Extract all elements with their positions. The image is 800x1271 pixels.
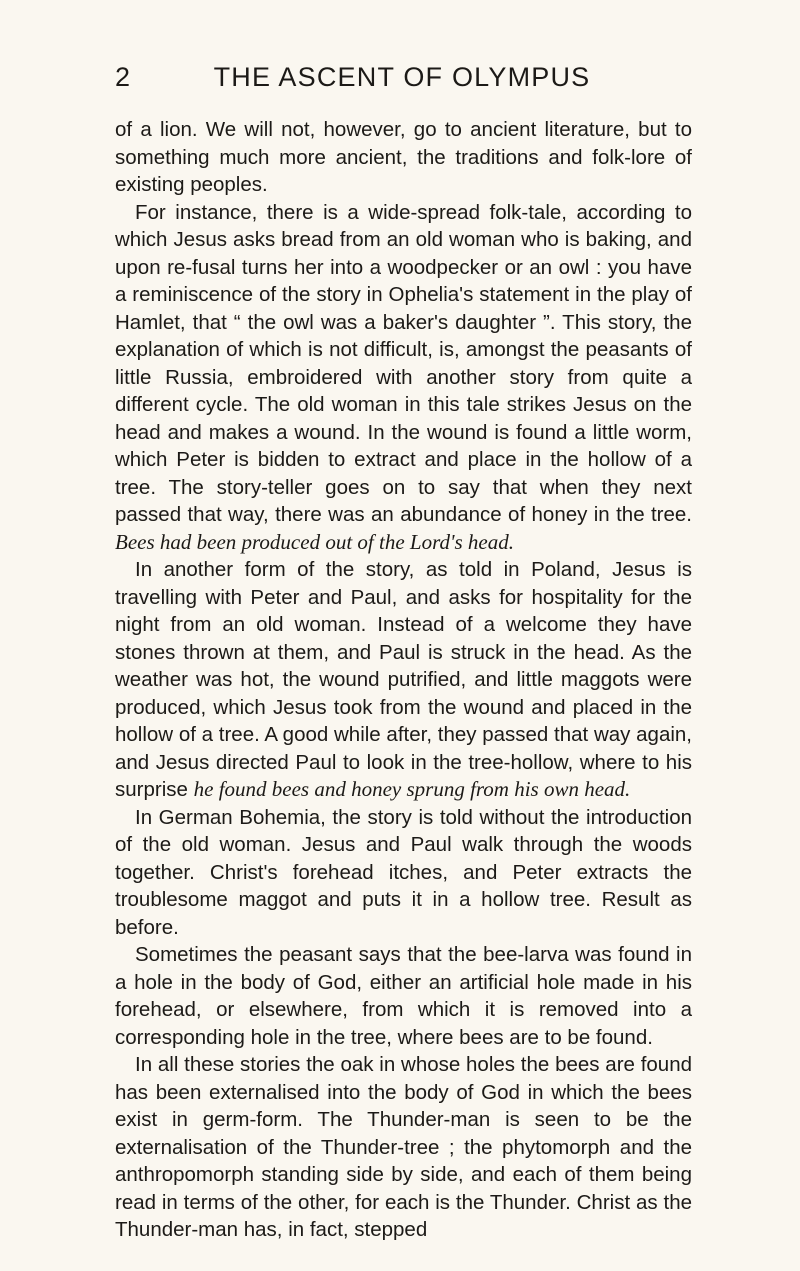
paragraph-1-text: of a lion. We will not, however, go to ancient literature, but to something much more ancient, the traditions and folk-lore of existing peoples. (115, 118, 692, 196)
paragraph-2 (115, 199, 692, 557)
paragraph-3 (115, 556, 692, 804)
page-number: 2 (115, 62, 131, 92)
paragraph-2-italic: Bees had been produced out of the Lord's head. (115, 529, 514, 554)
paragraph-4 (115, 804, 692, 942)
paragraph-5 (115, 941, 692, 1051)
paragraph-6 (115, 1051, 692, 1244)
paragraph-1 (115, 116, 692, 199)
paragraph-4-text: In German Bohemia, the story is told without the introduction of the old woman. Jesus and Paul walk through the woods together. Christ's forehead itches, and Peter extracts the troublesome maggot and puts it in a hollow tree. Result as before. (115, 805, 692, 939)
paragraph-6-text: In all these stories the oak in whose holes the bees are found has been externalised into the body of God in which the bees exist in germ-form. The Thunder-man is seen to be the externalisation of the Thunder-tree ; the phytomorph and the anthropomorph standing side by side, and each of them being read in terms of the other, for each is the Thunder. Christ as the Thunder-man has, in fact, stepped (115, 1053, 692, 1241)
running-head (115, 62, 689, 102)
paragraph-3-italic: he found bees and honey sprung from his own head. (193, 777, 631, 801)
paragraph-2-text: For instance, there is a wide-spread folk-tale, according to which Jesus asks bread from an old woman who is baking, and upon re-fusal turns her into a woodpecker or an owl : you have a reminiscence of the story in Ophelia's statement in the play of Hamlet, that “ the owl was a baker's daughter ”. This story, the explanation of which is not difficult, is, amongst the peasants of little Russia, embroidered with another story from quite a different cycle. The old woman in this tale strikes Jesus on the head and makes a wound. In the wound is found a little worm, which Peter is bidden to extract and place in the hollow of a tree. The story-teller goes on to say that when they next passed that way, there was an abundance of honey in the tree. (115, 200, 692, 526)
body-text (115, 116, 692, 1244)
paragraph-5-text: Sometimes the peasant says that the bee-larva was found in a hole in the body of God, either an artificial hole made in his forehead, or elsewhere, from which it is removed into a corresponding hole in the tree, where bees are to be found. (115, 943, 692, 1049)
paragraph-3-text: In another form of the story, as told in Poland, Jesus is travelling with Peter and Paul, and asks for hospitality for the night from an old woman. Instead of a welcome they have stones thrown at them, and Paul is struck in the head. As the weather was hot, the wound putrified, and little maggots were produced, which Jesus took from the wound and placed in the hollow of a tree. A good while after, they passed that way again, and Jesus directed Paul to look in the tree-hollow, where to his surprise (115, 558, 692, 801)
running-title: THE ASCENT OF OLYMPUS (213, 62, 591, 92)
